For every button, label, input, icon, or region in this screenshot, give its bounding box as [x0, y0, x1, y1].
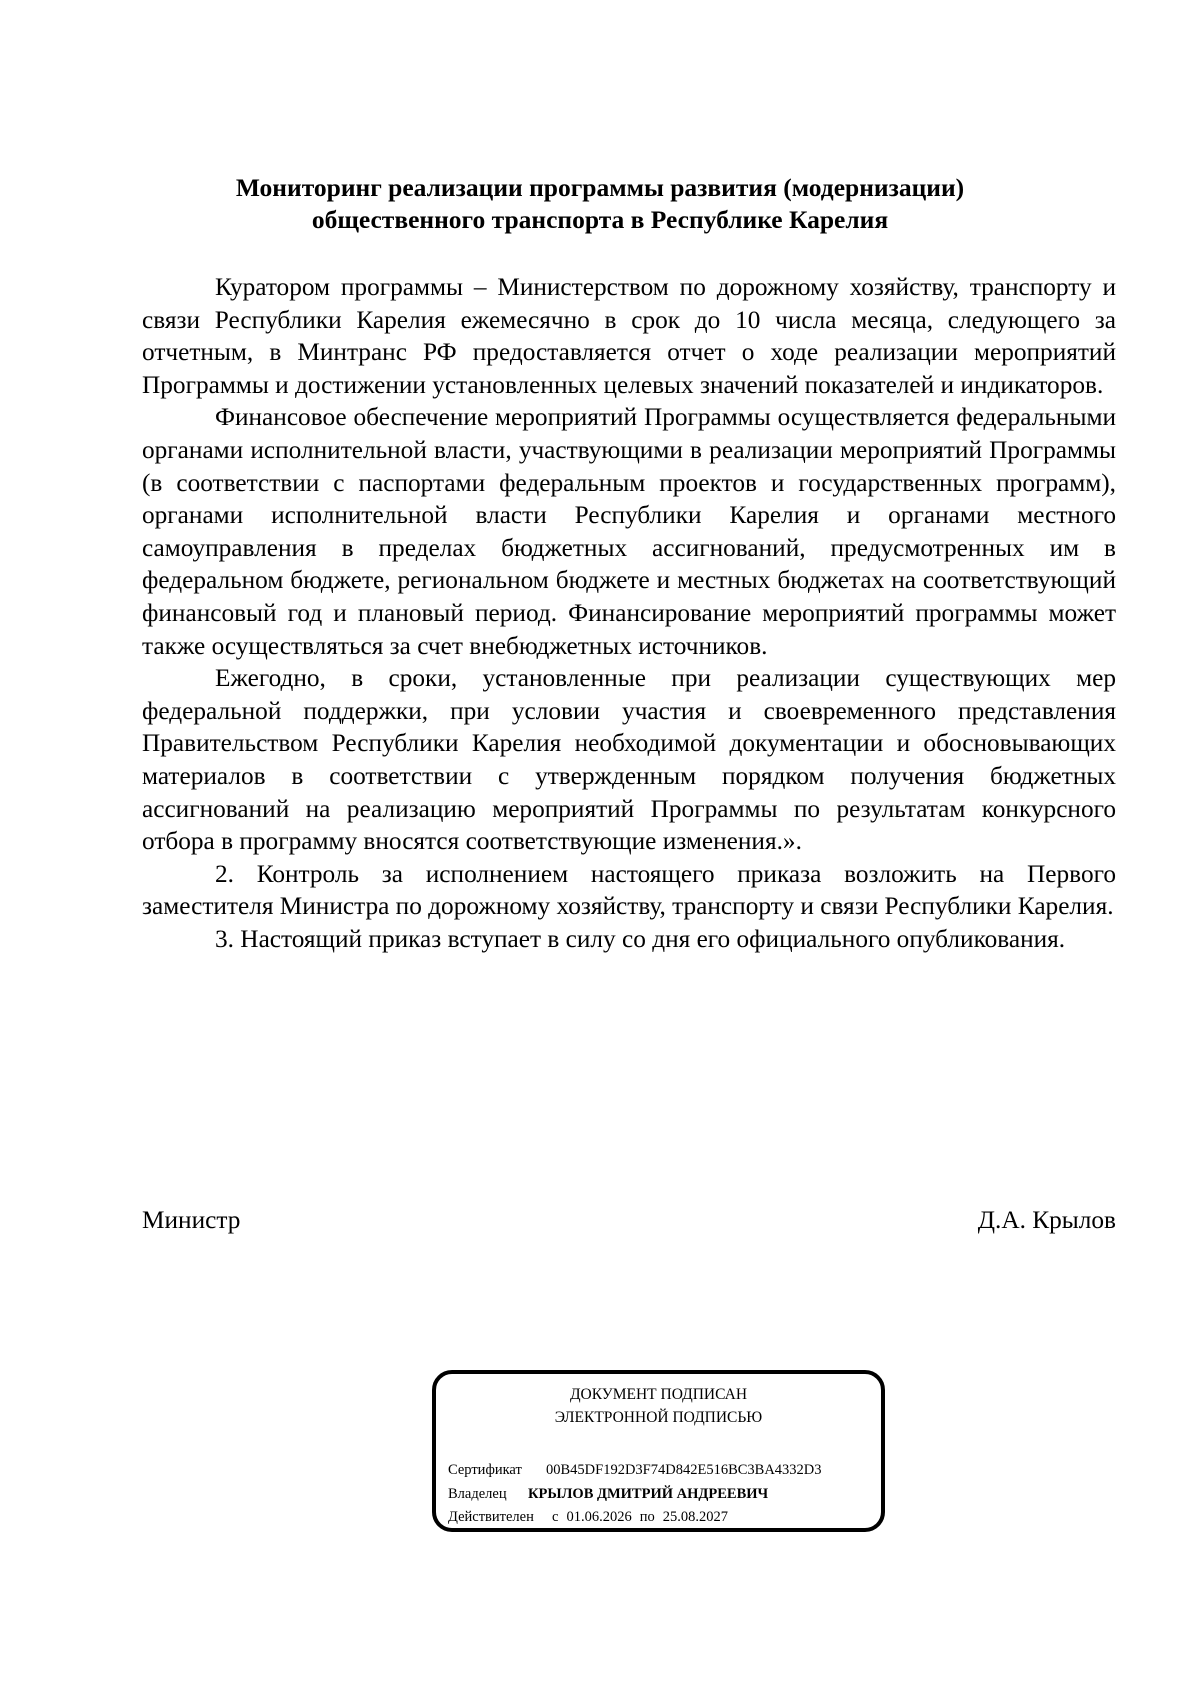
stamp-header-line-1: ДОКУМЕНТ ПОДПИСАН — [569, 1386, 748, 1403]
paragraph-effective: 3. Настоящий приказ вступает в силу со дня его официального опубликования. — [215, 924, 1066, 953]
paragraph-annual-changes: Ежегодно, в сроки, установленные при реализации существующих мер федеральной поддержки, при условии участия и своевременного представления Правительством Республики Карелия необходимой документации и обосновывающих материалов в соответствии с утвержденным порядком получения бюджетных ассигнований на реализацию мероприятий Программы по результатам конкурсного отбора в программу вносятся соответствующие изменения.». — [142, 664, 1116, 856]
stamp-header — [436, 1383, 881, 1429]
valid-to-word: по — [639, 1509, 655, 1525]
certificate-value: 00B45DF192D3F74D842E516BC3BA4332D3 — [546, 1462, 822, 1478]
title-line-2: общественного транспорта в Республике Карелия — [311, 205, 889, 234]
valid-label: Действителен — [448, 1509, 534, 1525]
paragraph-financing: Финансовое обеспечение мероприятий Программы осуществляется федеральными органами исполнительной власти, участвующими в реализации мероприятий Программы (в соответствии с паспортами федеральным проектов и государственных программ), органами исполнительной власти Республики Карелия и органами местного самоуправления в пределах бюджетных ассигнований, предусмотренных им в федеральном бюджете, региональном бюджете и местных бюджетах на соответствующий финансовый год и плановый период. Финансирование мероприятий программы может также осуществляться за счет внебюджетных источников. — [142, 403, 1116, 660]
valid-to-date: 25.08.2027 — [662, 1509, 728, 1525]
valid-from-word: с — [552, 1509, 559, 1525]
stamp-owner-row — [448, 1485, 768, 1503]
paragraph-control: 2. Контроль за исполнением настоящего приказа возложить на Первого заместителя Министра по дорожному хозяйству, транспорту и связи Республики Карелия. — [142, 859, 1116, 921]
title-line-1: Мониторинг реализации программы развития (модернизации) — [235, 173, 965, 202]
valid-from-date: 01.06.2026 — [566, 1509, 632, 1525]
electronic-signature-stamp — [432, 1370, 885, 1532]
certificate-label: Сертификат — [448, 1462, 522, 1478]
document-body — [142, 271, 1116, 955]
document-title — [140, 172, 1060, 236]
signer-position: Министр — [142, 1206, 241, 1234]
stamp-certificate-row — [448, 1461, 822, 1479]
stamp-validity-row — [448, 1508, 728, 1526]
owner-value: КРЫЛОВ ДМИТРИЙ АНДРЕЕВИЧ — [528, 1486, 769, 1502]
paragraph-curator: Куратором программы – Министерством по дорожному хозяйству, транспорту и связи Республики Карелия ежемесячно в срок до 10 числа месяца, следующего за отчетным, в Минтранс РФ предоставляется отчет о ходе реализации мероприятий Программы и достижении установленных целевых значений показателей и индикаторов. — [142, 273, 1116, 399]
owner-label: Владелец — [448, 1486, 507, 1502]
signer-name: Д.А. Крылов — [977, 1206, 1116, 1234]
stamp-header-line-2: ЭЛЕКТРОННОЙ ПОДПИСЬЮ — [554, 1409, 763, 1426]
